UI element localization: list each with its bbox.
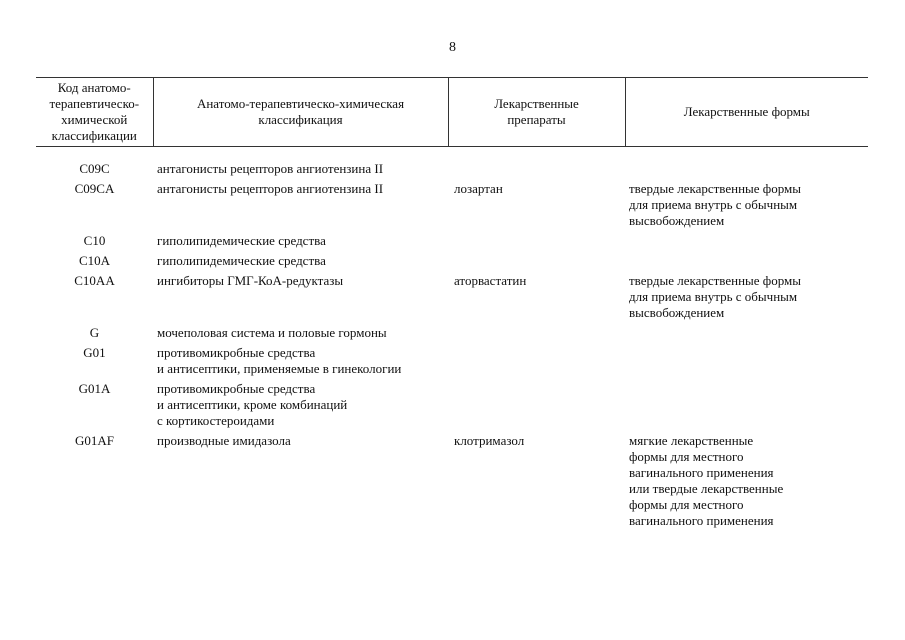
classification-line: и антисептики, применяемые в гинекологии: [157, 361, 402, 376]
drug-cell: [448, 381, 625, 433]
dosage-forms-cell: [625, 253, 868, 273]
atc-code-cell: C10: [83, 233, 106, 248]
dosage-form-line: вагинального применения: [629, 513, 774, 528]
dosage-form-line: формы для местного: [629, 497, 744, 512]
table-row: [36, 147, 868, 182]
atc-code-cell: G01A: [78, 381, 111, 396]
drug-cell: аторвастатин: [454, 273, 527, 288]
header-line: Код анатомо-: [57, 80, 131, 95]
dosage-forms-cell: [625, 325, 868, 345]
classification-line: противомикробные средства: [157, 345, 316, 360]
drug-cell: клотримазол: [454, 433, 525, 448]
dosage-forms-cell: [625, 433, 868, 533]
dosage-form-line: для приема внутрь с обычным: [629, 289, 798, 304]
drug-cell: [448, 233, 625, 253]
header-row: [36, 78, 868, 147]
drug-cell: [448, 147, 625, 182]
dosage-form-line: мягкие лекарственные: [629, 433, 754, 448]
dosage-forms-cell: [625, 381, 868, 433]
dosage-form-line: высвобождением: [629, 213, 725, 228]
classification-line: производные имидазола: [157, 433, 291, 448]
dosage-forms-cell: [625, 147, 868, 182]
table-row: [36, 273, 868, 325]
atc-code-cell: C10AA: [74, 273, 115, 288]
header-line: Анатомо-терапевтическо-химическая: [196, 96, 405, 111]
dosage-form-line: формы для местного: [629, 449, 744, 464]
header-line: Лекарственные: [494, 96, 579, 111]
dosage-forms-cell: [625, 273, 868, 325]
table-row: [36, 433, 868, 533]
table-header: [36, 78, 868, 147]
header-line: терапевтическо-: [49, 96, 140, 111]
dosage-form-line: высвобождением: [629, 305, 725, 320]
classification-cell: [153, 325, 448, 345]
table-row: [36, 345, 868, 381]
classification-line: гиполипидемические средства: [157, 253, 326, 268]
classification-line: антагонисты рецепторов ангиотензина II: [157, 161, 384, 176]
classification-cell: [153, 273, 448, 325]
atc-code-cell: G01AF: [74, 433, 114, 448]
header-atc-classification: [153, 78, 448, 147]
classification-line: и антисептики, кроме комбинаций: [157, 397, 348, 412]
table-row: [36, 325, 868, 345]
classification-line: с кортикостероидами: [157, 413, 275, 428]
table-row: [36, 381, 868, 433]
drug-cell: [448, 325, 625, 345]
classification-cell: [153, 147, 448, 182]
atc-code-cell: G01: [83, 345, 106, 360]
header-line: химической: [61, 112, 128, 127]
classification-cell: [153, 381, 448, 433]
atc-code-cell: C10A: [78, 253, 111, 268]
page-number: 8: [449, 40, 456, 55]
classification-line: антагонисты рецепторов ангиотензина II: [157, 181, 384, 196]
dosage-form-line: для приема внутрь с обычным: [629, 197, 798, 212]
drug-cell: [448, 253, 625, 273]
table-row: [36, 181, 868, 233]
drug-cell: лозартан: [454, 181, 503, 196]
atc-code-cell: C09CA: [74, 181, 115, 196]
header-drugs: [448, 78, 625, 147]
classification-line: ингибиторы ГМГ-КоА-редуктазы: [157, 273, 344, 288]
classification-line: гиполипидемические средства: [157, 233, 326, 248]
classification-cell: [153, 253, 448, 273]
dosage-form-line: твердые лекарственные формы: [629, 181, 801, 196]
dosage-form-line: вагинального применения: [629, 465, 774, 480]
classification-cell: [153, 433, 448, 533]
table-body: [36, 147, 868, 534]
dosage-form-line: или твердые лекарственные: [629, 481, 784, 496]
atc-table: [36, 77, 868, 533]
dosage-forms-cell: [625, 345, 868, 381]
table-row: [36, 253, 868, 273]
classification-cell: [153, 181, 448, 233]
atc-code-cell: C09C: [79, 161, 110, 176]
header-dosage-forms: [625, 78, 868, 147]
dosage-forms-cell: [625, 233, 868, 253]
classification-cell: [153, 233, 448, 253]
header-line: препараты: [507, 112, 566, 127]
classification-line: мочеполовая система и половые гормоны: [157, 325, 387, 340]
atc-code-cell: G: [89, 325, 100, 340]
header-line: классификация: [258, 112, 343, 127]
classification-cell: [153, 345, 448, 381]
drug-cell: [448, 345, 625, 381]
table-row: [36, 233, 868, 253]
dosage-forms-cell: [625, 181, 868, 233]
header-line: Лекарственные формы: [683, 104, 810, 119]
header-line: классификации: [51, 128, 137, 143]
dosage-form-line: твердые лекарственные формы: [629, 273, 801, 288]
classification-line: противомикробные средства: [157, 381, 316, 396]
header-atc-code: [36, 78, 153, 147]
